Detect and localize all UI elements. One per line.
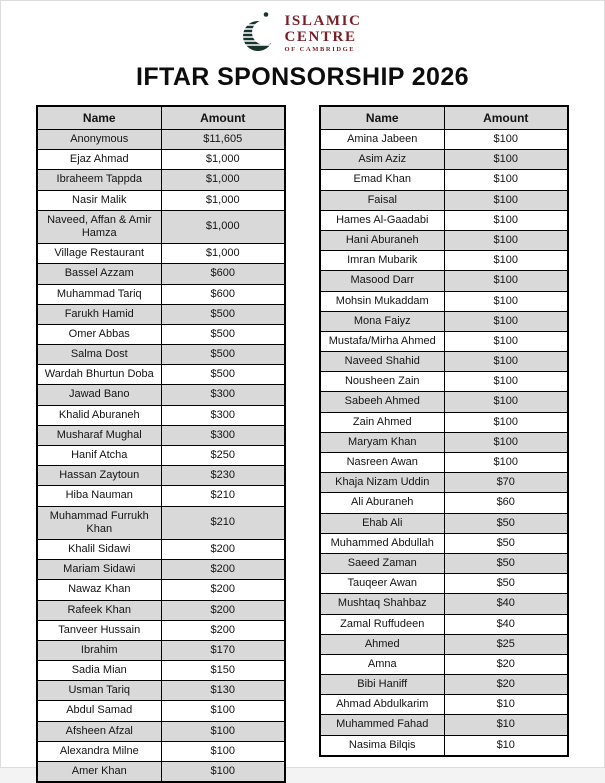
column-header-name: Name <box>320 106 444 130</box>
table-row <box>320 715 568 735</box>
sponsor-name: Amna <box>320 654 444 674</box>
table-row <box>320 251 568 271</box>
table-row <box>37 284 285 304</box>
sponsor-name: Mohsin Mukaddam <box>320 291 444 311</box>
table-row <box>320 352 568 372</box>
sponsor-name: Farukh Hamid <box>37 304 161 324</box>
table-row <box>37 721 285 741</box>
sponsor-amount: $200 <box>161 580 285 600</box>
sponsor-name: Ahmad Abdulkarim <box>320 695 444 715</box>
table-row <box>37 661 285 681</box>
sponsor-name: Amina Jabeen <box>320 130 444 150</box>
sponsor-name: Zain Ahmed <box>320 412 444 432</box>
sponsor-amount: $100 <box>444 130 568 150</box>
header-row <box>37 106 285 130</box>
sponsor-amount: $100 <box>444 210 568 230</box>
sponsor-amount: $20 <box>444 654 568 674</box>
table-row <box>37 150 285 170</box>
sponsor-name: Muhammad Tariq <box>37 284 161 304</box>
header-row <box>320 106 568 130</box>
table-row <box>320 513 568 533</box>
table-row <box>320 695 568 715</box>
column-header-amount: Amount <box>161 106 285 130</box>
sponsor-amount: $150 <box>161 661 285 681</box>
sponsor-name: Maryam Khan <box>320 432 444 452</box>
table-row <box>320 675 568 695</box>
sponsor-name: Mushtaq Shahbaz <box>320 594 444 614</box>
sponsor-name: Ejaz Ahmad <box>37 150 161 170</box>
table-row <box>37 244 285 264</box>
logo-text-islamic: ISLAMIC <box>284 12 362 29</box>
sponsor-name: Khalid Aburaneh <box>37 405 161 425</box>
sponsor-name: Sadia Mian <box>37 661 161 681</box>
table-row <box>320 412 568 432</box>
logo-text-of-cambridge: OF CAMBRIDGE <box>284 46 356 54</box>
sponsor-name: Rafeek Khan <box>37 600 161 620</box>
table-row <box>37 345 285 365</box>
sponsor-amount: $100 <box>161 701 285 721</box>
sponsor-name: Nasima Bilqis <box>320 735 444 756</box>
sponsor-amount: $100 <box>444 352 568 372</box>
table-row <box>37 130 285 150</box>
sponsor-amount: $170 <box>161 640 285 660</box>
sponsor-amount: $230 <box>161 466 285 486</box>
table-row <box>37 264 285 284</box>
sponsor-tables <box>36 105 569 783</box>
sponsor-amount: $11,605 <box>161 130 285 150</box>
sponsor-amount: $250 <box>161 446 285 466</box>
sponsor-amount: $1,000 <box>161 150 285 170</box>
table-row <box>320 594 568 614</box>
sponsor-name: Muhammed Abdullah <box>320 533 444 553</box>
sponsor-name: Afsheen Afzal <box>37 721 161 741</box>
sponsor-amount: $210 <box>161 506 285 539</box>
sponsor-name: Nawaz Khan <box>37 580 161 600</box>
sponsor-amount: $100 <box>444 271 568 291</box>
sponsor-amount: $600 <box>161 284 285 304</box>
sponsor-amount: $500 <box>161 345 285 365</box>
table-row <box>37 506 285 539</box>
sponsor-name: Ibrahim <box>37 640 161 660</box>
sponsor-amount: $100 <box>161 762 285 783</box>
table-row <box>320 574 568 594</box>
sponsor-amount: $70 <box>444 473 568 493</box>
table-row <box>37 324 285 344</box>
table-row <box>37 385 285 405</box>
sponsor-amount: $100 <box>444 170 568 190</box>
sponsor-name: Mona Faiyz <box>320 311 444 331</box>
sponsor-name: Salma Dost <box>37 345 161 365</box>
sponsor-name: Hani Aburaneh <box>320 230 444 250</box>
table-row <box>320 331 568 351</box>
sponsor-amount: $100 <box>444 412 568 432</box>
sponsor-name: Amer Khan <box>37 762 161 783</box>
table-row <box>320 493 568 513</box>
table-row <box>320 614 568 634</box>
sponsor-amount: $100 <box>444 432 568 452</box>
sponsor-name: Tanveer Hussain <box>37 620 161 640</box>
table-row <box>320 392 568 412</box>
table-row <box>320 473 568 493</box>
sponsor-table-right <box>319 105 569 757</box>
sponsor-amount: $300 <box>161 425 285 445</box>
sponsor-name: Omer Abbas <box>37 324 161 344</box>
sponsor-amount: $200 <box>161 560 285 580</box>
sponsor-amount: $1,000 <box>161 190 285 210</box>
sponsor-name: Emad Khan <box>320 170 444 190</box>
sponsor-name: Mustafa/Mirha Ahmed <box>320 331 444 351</box>
sponsor-name: Mariam Sidawi <box>37 560 161 580</box>
sponsor-name: Hanif Atcha <box>37 446 161 466</box>
sponsor-name: Usman Tariq <box>37 681 161 701</box>
table-header-left <box>37 106 285 130</box>
sponsor-name: Village Restaurant <box>37 244 161 264</box>
sponsor-amount: $10 <box>444 715 568 735</box>
sponsor-name: Ibraheem Tappda <box>37 170 161 190</box>
sponsor-amount: $10 <box>444 695 568 715</box>
sponsor-amount: $50 <box>444 553 568 573</box>
table-row <box>320 230 568 250</box>
table-row <box>320 654 568 674</box>
table-row <box>37 190 285 210</box>
sponsor-amount: $210 <box>161 486 285 506</box>
sponsor-name: Masood Darr <box>320 271 444 291</box>
sponsor-name: Saeed Zaman <box>320 553 444 573</box>
table-row <box>37 170 285 190</box>
sponsor-amount: $100 <box>444 453 568 473</box>
sponsor-name: Alexandra Milne <box>37 741 161 761</box>
sponsor-amount: $500 <box>161 365 285 385</box>
sponsor-name: Bassel Azzam <box>37 264 161 284</box>
sponsor-amount: $25 <box>444 634 568 654</box>
table-row <box>37 486 285 506</box>
sponsor-amount: $100 <box>444 230 568 250</box>
sponsor-name: Wardah Bhurtun Doba <box>37 365 161 385</box>
sponsor-name: Hassan Zaytoun <box>37 466 161 486</box>
table-row <box>320 210 568 230</box>
table-row <box>37 466 285 486</box>
sponsor-name: Khalil Sidawi <box>37 539 161 559</box>
table-row <box>320 553 568 573</box>
sponsor-name: Asim Aziz <box>320 150 444 170</box>
sponsor-name: Tauqeer Awan <box>320 574 444 594</box>
column-header-name: Name <box>37 106 161 130</box>
table-row <box>37 762 285 783</box>
sponsor-amount: $60 <box>444 493 568 513</box>
table-row <box>37 681 285 701</box>
table-row <box>320 634 568 654</box>
sponsor-name: Ali Aburaneh <box>320 493 444 513</box>
table-row <box>320 271 568 291</box>
table-row <box>37 446 285 466</box>
sponsor-name: Hiba Nauman <box>37 486 161 506</box>
sponsor-name: Nasir Malik <box>37 190 161 210</box>
sponsor-name: Muhammad Furrukh Khan <box>37 506 161 539</box>
sponsor-name: Jawad Bano <box>37 385 161 405</box>
sponsor-name: Ehab Ali <box>320 513 444 533</box>
sponsor-amount: $600 <box>161 264 285 284</box>
table-row <box>320 735 568 756</box>
table-row <box>320 453 568 473</box>
table-row <box>320 130 568 150</box>
sponsor-amount: $50 <box>444 574 568 594</box>
sponsor-amount: $130 <box>161 681 285 701</box>
table-row <box>37 365 285 385</box>
table-row <box>320 150 568 170</box>
sponsor-name: Khaja Nizam Uddin <box>320 473 444 493</box>
sponsor-amount: $1,000 <box>161 210 285 243</box>
table-row <box>37 304 285 324</box>
sponsor-amount: $100 <box>161 741 285 761</box>
sponsor-name: Musharaf Mughal <box>37 425 161 445</box>
sponsor-amount: $1,000 <box>161 170 285 190</box>
sponsor-amount: $100 <box>444 150 568 170</box>
sponsor-name: Naveed Shahid <box>320 352 444 372</box>
sponsor-name: Nousheen Zain <box>320 372 444 392</box>
sponsor-amount: $300 <box>161 385 285 405</box>
sponsor-amount: $10 <box>444 735 568 756</box>
sponsor-name: Anonymous <box>37 130 161 150</box>
sponsor-amount: $50 <box>444 513 568 533</box>
table-row <box>320 432 568 452</box>
sponsor-amount: $500 <box>161 304 285 324</box>
sponsor-table-left <box>36 105 286 783</box>
sponsor-name: Muhammed Fahad <box>320 715 444 735</box>
sponsor-amount: $100 <box>444 372 568 392</box>
table-row <box>37 539 285 559</box>
sponsor-name: Bibi Haniff <box>320 675 444 695</box>
logo-text <box>284 13 361 53</box>
sponsor-amount: $1,000 <box>161 244 285 264</box>
sponsor-amount: $100 <box>444 251 568 271</box>
sponsor-name: Nasreen Awan <box>320 453 444 473</box>
sponsor-amount: $100 <box>444 291 568 311</box>
table-row <box>320 291 568 311</box>
table-row <box>37 210 285 243</box>
table-row <box>37 580 285 600</box>
table-row <box>37 701 285 721</box>
sponsor-amount: $200 <box>161 600 285 620</box>
crescent-logo-icon <box>243 10 276 57</box>
sponsor-amount: $200 <box>161 539 285 559</box>
table-row <box>320 170 568 190</box>
table-row <box>320 372 568 392</box>
table-header-right <box>320 106 568 130</box>
sponsor-name: Imran Mubarik <box>320 251 444 271</box>
table-row <box>320 190 568 210</box>
sponsor-name: Naveed, Affan & Amir Hamza <box>37 210 161 243</box>
table-row <box>37 640 285 660</box>
table-row <box>320 311 568 331</box>
sponsor-name: Abdul Samad <box>37 701 161 721</box>
sponsor-amount: $500 <box>161 324 285 344</box>
sponsor-amount: $40 <box>444 614 568 634</box>
sponsor-amount: $40 <box>444 594 568 614</box>
sponsor-amount: $100 <box>444 311 568 331</box>
sponsor-amount: $100 <box>444 392 568 412</box>
table-body-right <box>320 130 568 756</box>
sponsor-name: Zamal Ruffudeen <box>320 614 444 634</box>
sponsor-name: Sabeeh Ahmed <box>320 392 444 412</box>
page-title: IFTAR SPONSORSHIP 2026 <box>136 63 469 91</box>
table-row <box>37 560 285 580</box>
sponsor-amount: $100 <box>161 721 285 741</box>
sponsor-amount: $50 <box>444 533 568 553</box>
sponsor-name: Faisal <box>320 190 444 210</box>
logo-text-centre: CENTRE <box>284 29 357 45</box>
table-row <box>37 405 285 425</box>
sponsor-amount: $100 <box>444 331 568 351</box>
sponsor-amount: $20 <box>444 675 568 695</box>
table-row <box>320 533 568 553</box>
table-row <box>37 620 285 640</box>
column-header-amount: Amount <box>444 106 568 130</box>
sponsor-amount: $200 <box>161 620 285 640</box>
sponsor-amount: $300 <box>161 405 285 425</box>
sponsor-name: Hames Al-Gaadabi <box>320 210 444 230</box>
sponsor-amount: $100 <box>444 190 568 210</box>
table-row <box>37 600 285 620</box>
table-body-left <box>37 130 285 783</box>
sponsor-name: Ahmed <box>320 634 444 654</box>
logo <box>36 11 569 55</box>
table-row <box>37 425 285 445</box>
table-row <box>37 741 285 761</box>
